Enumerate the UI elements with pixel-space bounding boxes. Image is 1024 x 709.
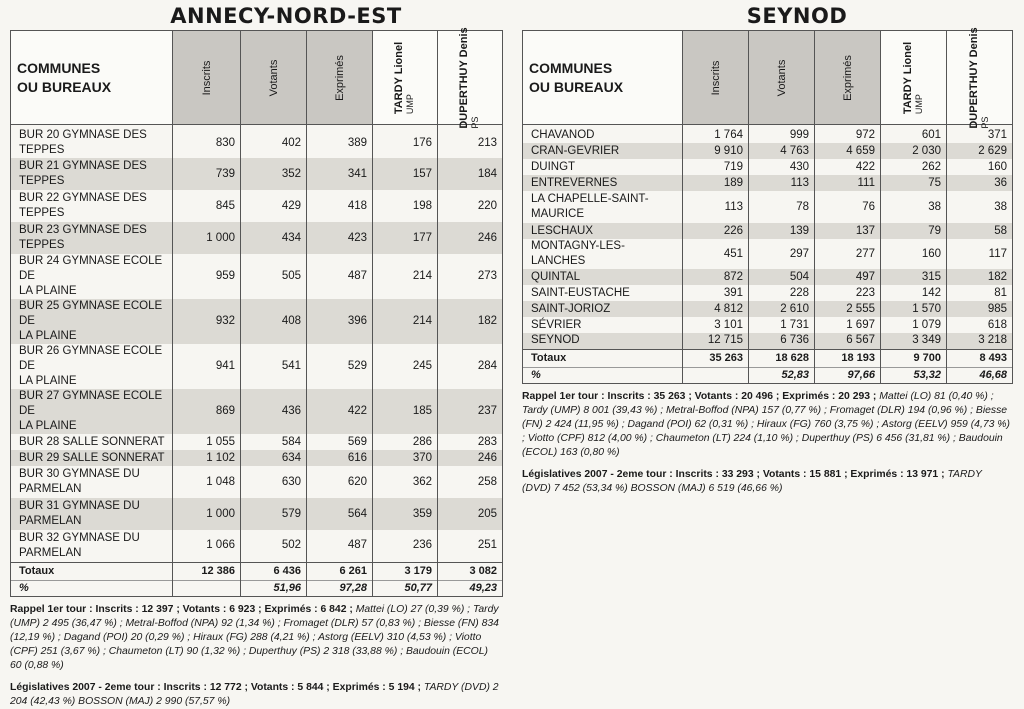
totals-label: Totaux xyxy=(11,562,173,580)
commune-name-line1: CHAVANOD xyxy=(531,129,595,141)
candidate1-cell: 601 xyxy=(881,125,947,144)
candidate1-cell: 185 xyxy=(373,389,438,434)
votants-cell: 1 731 xyxy=(749,317,815,333)
table-row xyxy=(523,239,1013,269)
candidate2-cell: 49,23 xyxy=(438,580,503,596)
commune-name-line1: BUR 20 GYMNASE DES xyxy=(19,129,147,141)
candidate2-cell: 3 082 xyxy=(438,562,503,580)
commune-name-cell xyxy=(11,190,173,222)
inscrits-cell xyxy=(173,580,241,596)
inscrits-header: Inscrits xyxy=(683,31,749,125)
inscrits-cell: 113 xyxy=(683,191,749,223)
candidate2-cell: 46,68 xyxy=(947,367,1013,383)
commune-name-cell xyxy=(523,285,683,301)
exprimes-cell: 616 xyxy=(307,450,373,466)
candidate2-cell: 246 xyxy=(438,222,503,254)
inscrits-cell: 9 910 xyxy=(683,143,749,159)
table-header xyxy=(523,31,1013,125)
table-row xyxy=(523,159,1013,175)
votants-cell: 504 xyxy=(749,269,815,285)
commune-name-line2: MAURICE xyxy=(531,208,585,220)
commune-name-cell xyxy=(11,466,173,498)
results-table xyxy=(522,26,1013,384)
votants-cell: 297 xyxy=(749,239,815,269)
candidate2-cell: 246 xyxy=(438,450,503,466)
exprimes-cell: 423 xyxy=(307,222,373,254)
table-row xyxy=(523,285,1013,301)
table-row xyxy=(523,269,1013,285)
candidate2-cell: 213 xyxy=(438,125,503,159)
candidate1-cell: 286 xyxy=(373,434,438,450)
candidate1-cell: 236 xyxy=(373,530,438,562)
inscrits-cell: 1 066 xyxy=(173,530,241,562)
inscrits-cell: 959 xyxy=(173,254,241,299)
table-row xyxy=(11,299,503,344)
candidate1-header: TARDY Lionel UMP xyxy=(881,31,947,125)
votants-header: Votants xyxy=(749,31,815,125)
commune-name-cell xyxy=(11,254,173,299)
candidate1-cell: 214 xyxy=(373,254,438,299)
commune-name-cell xyxy=(523,333,683,349)
commune-name-line1: BUR 27 GYMNASE ECOLE DE xyxy=(19,390,163,417)
commune-name-line1: BUR 31 GYMNASE DU xyxy=(19,500,140,512)
percent-row xyxy=(523,367,1013,383)
exprimes-cell: 422 xyxy=(307,389,373,434)
commune-name-cell xyxy=(11,299,173,344)
commune-name-cell xyxy=(523,301,683,317)
candidate1-cell: 75 xyxy=(881,175,947,191)
candidate1-cell: 2 030 xyxy=(881,143,947,159)
candidate1-cell: 38 xyxy=(881,191,947,223)
commune-name-cell xyxy=(523,143,683,159)
inscrits-header: Inscrits xyxy=(173,31,241,125)
exprimes-header: Exprimés xyxy=(307,31,373,125)
candidate2-cell: 258 xyxy=(438,466,503,498)
commune-name-cell xyxy=(11,530,173,562)
commune-name-line2: TEPPES xyxy=(19,239,65,251)
inscrits-cell: 830 xyxy=(173,125,241,159)
commune-name-line1: BUR 23 GYMNASE DES xyxy=(19,224,147,236)
candidate1-cell: 160 xyxy=(881,239,947,269)
commune-name-line2: LA PLAINE xyxy=(19,285,77,297)
candidate2-header: DUPERTHUY Denis PS xyxy=(438,31,503,125)
annecy-nord-est-section xyxy=(10,0,502,709)
commune-name-line1: BUR 30 GYMNASE DU xyxy=(19,468,140,480)
commune-name-line1: LESCHAUX xyxy=(531,224,593,237)
commune-name-cell xyxy=(523,223,683,239)
inscrits-cell: 451 xyxy=(683,239,749,269)
inscrits-cell: 391 xyxy=(683,285,749,301)
votants-cell: 6 436 xyxy=(241,562,307,580)
commune-name-cell xyxy=(523,175,683,191)
votants-cell: 402 xyxy=(241,125,307,159)
votants-cell: 113 xyxy=(749,175,815,191)
commune-name-line1: SEYNOD xyxy=(531,334,580,347)
exprimes-cell: 4 659 xyxy=(815,143,881,159)
inscrits-cell: 226 xyxy=(683,223,749,239)
votants-cell: 502 xyxy=(241,530,307,562)
candidate1-cell: 370 xyxy=(373,450,438,466)
commune-name-line1: QUINTAL xyxy=(531,270,580,283)
table-row xyxy=(11,158,503,190)
candidate1-cell: 315 xyxy=(881,269,947,285)
candidate2-cell: 184 xyxy=(438,158,503,190)
exprimes-cell: 487 xyxy=(307,530,373,562)
communes-header: COMMUNES OU BUREAUX xyxy=(11,31,173,125)
inscrits-cell: 1 764 xyxy=(683,125,749,144)
candidate2-cell: 371 xyxy=(947,125,1013,144)
commune-name-line1: SAINT-JORIOZ xyxy=(531,302,611,315)
inscrits-cell: 12 715 xyxy=(683,333,749,349)
commune-name-line2: PARMELAN xyxy=(19,483,82,495)
communes-header: COMMUNES OU BUREAUX xyxy=(523,31,683,125)
exprimes-cell: 6 261 xyxy=(307,562,373,580)
commune-name-line1: DUINGT xyxy=(531,160,576,173)
votants-cell: 541 xyxy=(241,344,307,389)
exprimes-cell: 97,66 xyxy=(815,367,881,383)
exprimes-cell: 972 xyxy=(815,125,881,144)
votants-cell: 2 610 xyxy=(749,301,815,317)
table-row xyxy=(11,450,503,466)
candidate2-cell: 38 xyxy=(947,191,1013,223)
table-row xyxy=(523,175,1013,191)
inscrits-cell: 1 102 xyxy=(173,450,241,466)
commune-name-cell xyxy=(523,269,683,285)
legislatives-2007-note: Législatives 2007 - 2eme tour : Inscrits : 33 293 ; Votants : 15 881 ; Exprimés : 13 971 ; TARDY (DVD) 7 452 (53,34 %) BOSSON (MAJ) 6 519 (46,66 %) xyxy=(522,468,982,494)
votants-cell: 4 763 xyxy=(749,143,815,159)
table-row xyxy=(523,125,1013,144)
candidate2-cell: 182 xyxy=(947,269,1013,285)
inscrits-cell: 12 386 xyxy=(173,562,241,580)
inscrits-cell: 189 xyxy=(683,175,749,191)
exprimes-cell: 569 xyxy=(307,434,373,450)
commune-name-line1: BUR 21 GYMNASE DES xyxy=(19,160,147,172)
candidate2-cell: 160 xyxy=(947,159,1013,175)
commune-name-line1: BUR 32 GYMNASE DU xyxy=(19,531,140,544)
inscrits-cell: 845 xyxy=(173,190,241,222)
votants-cell: 430 xyxy=(749,159,815,175)
candidate2-header: DUPERTHUY Denis PS xyxy=(947,31,1013,125)
first-round-note: Rappel 1er tour : Inscrits : 35 263 ; Votants : 20 496 ; Exprimés : 20 293 ; Mattei (LO) 81 (0,40 %) ; Tardy (UMP) 8 001 (39,43 %) ; Metral-Boffod (NPA) 157 (0,77 %) ; Fromaget (DLR) 194 (0,96 %) ; Biesse (FN) 2 424 (11,95 %) ; Dagand (POI) 62 (0,31 %) ; Hiraux (FG) 760 (3,75 %) ; Astorg (EELV) 959 (4,73 %) ; Viotto (CPF) 812 (4,00 %) ; Chaumeton (LT) 224 (1,10 %) ; Duperthuy (PS) 6 456 (31,81 %) ; Baudouin (ECOL) 163 (0,80 %) xyxy=(522,390,1010,458)
section-title: ANNECY-NORD-EST xyxy=(170,4,402,28)
table-row xyxy=(523,333,1013,349)
table-row xyxy=(11,434,503,450)
candidate2-cell: 284 xyxy=(438,344,503,389)
table-row xyxy=(11,466,503,498)
candidate1-header: TARDY Lionel UMP xyxy=(373,31,438,125)
inscrits-cell: 1 000 xyxy=(173,222,241,254)
commune-name-line2: TEPPES xyxy=(19,175,65,187)
votants-cell: 352 xyxy=(241,158,307,190)
exprimes-cell: 111 xyxy=(815,175,881,191)
exprimes-cell: 341 xyxy=(307,158,373,190)
commune-name-cell xyxy=(523,239,683,269)
candidate1-cell: 3 349 xyxy=(881,333,947,349)
candidate2-cell: 182 xyxy=(438,299,503,344)
seynod-section xyxy=(522,0,1012,496)
commune-name-line1: BUR 24 GYMNASE ECOLE DE xyxy=(19,255,163,282)
candidate2-cell: 58 xyxy=(947,223,1013,239)
commune-name-line1: BUR 22 GYMNASE DES xyxy=(19,192,147,204)
table-body xyxy=(11,125,503,597)
votants-cell: 436 xyxy=(241,389,307,434)
commune-name-cell xyxy=(523,317,683,333)
exprimes-cell: 1 697 xyxy=(815,317,881,333)
candidate1-cell: 157 xyxy=(373,158,438,190)
candidate1-cell: 359 xyxy=(373,498,438,530)
commune-name-line1: ENTREVERNES xyxy=(531,176,618,189)
votants-cell: 408 xyxy=(241,299,307,344)
candidate1-cell: 142 xyxy=(881,285,947,301)
candidate2-cell: 273 xyxy=(438,254,503,299)
table-row xyxy=(523,301,1013,317)
commune-name-line2: TEPPES xyxy=(19,144,65,156)
commune-name-cell xyxy=(11,125,173,159)
inscrits-cell xyxy=(683,367,749,383)
inscrits-cell: 1 048 xyxy=(173,466,241,498)
votants-cell: 78 xyxy=(749,191,815,223)
table-row xyxy=(11,498,503,530)
votants-cell: 634 xyxy=(241,450,307,466)
commune-name-cell xyxy=(11,434,173,450)
votants-cell: 18 628 xyxy=(749,349,815,367)
candidate2-cell: 205 xyxy=(438,498,503,530)
exprimes-header: Exprimés xyxy=(815,31,881,125)
commune-name-line1: MONTAGNY-LES-LANCHES xyxy=(531,240,625,267)
votants-cell: 51,96 xyxy=(241,580,307,596)
votants-cell: 6 736 xyxy=(749,333,815,349)
exprimes-cell: 620 xyxy=(307,466,373,498)
commune-name-line1: SÉVRIER xyxy=(531,318,582,331)
commune-name-cell xyxy=(523,125,683,144)
table-row xyxy=(11,125,503,159)
votants-cell: 505 xyxy=(241,254,307,299)
commune-name-line2: PARMELAN xyxy=(19,515,82,527)
totals-row xyxy=(523,349,1013,367)
inscrits-cell: 35 263 xyxy=(683,349,749,367)
commune-name-cell xyxy=(11,222,173,254)
candidate1-cell: 9 700 xyxy=(881,349,947,367)
candidate1-cell: 3 179 xyxy=(373,562,438,580)
exprimes-cell: 76 xyxy=(815,191,881,223)
exprimes-cell: 2 555 xyxy=(815,301,881,317)
commune-name-line1: CRAN-GEVRIER xyxy=(531,144,620,157)
candidate2-cell: 36 xyxy=(947,175,1013,191)
inscrits-cell: 739 xyxy=(173,158,241,190)
commune-name-line1: BUR 26 GYMNASE ECOLE DE xyxy=(19,345,163,372)
votants-cell: 434 xyxy=(241,222,307,254)
candidate2-cell: 81 xyxy=(947,285,1013,301)
exprimes-cell: 6 567 xyxy=(815,333,881,349)
candidate1-cell: 176 xyxy=(373,125,438,159)
exprimes-cell: 497 xyxy=(815,269,881,285)
commune-name-cell xyxy=(11,450,173,466)
votants-header: Votants xyxy=(241,31,307,125)
candidate1-cell: 362 xyxy=(373,466,438,498)
votants-cell: 52,83 xyxy=(749,367,815,383)
candidate1-cell: 198 xyxy=(373,190,438,222)
commune-name-cell xyxy=(11,344,173,389)
exprimes-cell: 564 xyxy=(307,498,373,530)
exprimes-cell: 18 193 xyxy=(815,349,881,367)
candidate1-cell: 53,32 xyxy=(881,367,947,383)
candidate1-cell: 1 079 xyxy=(881,317,947,333)
candidate2-cell: 283 xyxy=(438,434,503,450)
inscrits-cell: 3 101 xyxy=(683,317,749,333)
votants-cell: 429 xyxy=(241,190,307,222)
exprimes-cell: 418 xyxy=(307,190,373,222)
exprimes-cell: 422 xyxy=(815,159,881,175)
inscrits-cell: 941 xyxy=(173,344,241,389)
table-row xyxy=(11,190,503,222)
commune-name-cell xyxy=(523,159,683,175)
candidate1-cell: 79 xyxy=(881,223,947,239)
commune-name-line1: SAINT-EUSTACHE xyxy=(531,286,630,299)
commune-name-cell xyxy=(523,191,683,223)
candidate2-cell: 8 493 xyxy=(947,349,1013,367)
votants-cell: 630 xyxy=(241,466,307,498)
candidate2-cell: 618 xyxy=(947,317,1013,333)
commune-name-line2: PARMELAN xyxy=(19,546,82,559)
percent-label: % xyxy=(11,580,173,596)
table-body xyxy=(523,125,1013,384)
inscrits-cell: 932 xyxy=(173,299,241,344)
candidate1-cell: 177 xyxy=(373,222,438,254)
table-row xyxy=(523,317,1013,333)
totals-label: Totaux xyxy=(523,349,683,367)
exprimes-cell: 277 xyxy=(815,239,881,269)
legislatives-2007-note: Législatives 2007 - 2eme tour : Inscrits : 12 772 ; Votants : 5 844 ; Exprimés : 5 194 ; TARDY (DVD) 2 204 (42,43 %) BOSSON (MAJ) 2 990 (57,57 %) xyxy=(10,681,499,707)
votants-cell: 228 xyxy=(749,285,815,301)
candidate2-cell: 117 xyxy=(947,239,1013,269)
inscrits-cell: 869 xyxy=(173,389,241,434)
commune-name-line2: LA PLAINE xyxy=(19,330,77,342)
commune-name-cell xyxy=(11,389,173,434)
exprimes-cell: 389 xyxy=(307,125,373,159)
table-row xyxy=(11,254,503,299)
candidate1-cell: 214 xyxy=(373,299,438,344)
commune-name-cell xyxy=(11,498,173,530)
commune-name-line1: BUR 29 SALLE SONNERAT xyxy=(19,451,165,464)
votants-cell: 584 xyxy=(241,434,307,450)
exprimes-cell: 529 xyxy=(307,344,373,389)
totals-row xyxy=(11,562,503,580)
inscrits-cell: 719 xyxy=(683,159,749,175)
candidate2-cell: 237 xyxy=(438,389,503,434)
candidate2-cell: 220 xyxy=(438,190,503,222)
exprimes-cell: 223 xyxy=(815,285,881,301)
candidate1-cell: 50,77 xyxy=(373,580,438,596)
exprimes-cell: 487 xyxy=(307,254,373,299)
table-row xyxy=(11,389,503,434)
table-row xyxy=(11,344,503,389)
commune-name-line2: TEPPES xyxy=(19,207,65,219)
candidate2-cell: 3 218 xyxy=(947,333,1013,349)
table-row xyxy=(523,143,1013,159)
candidate2-cell: 985 xyxy=(947,301,1013,317)
candidate1-cell: 262 xyxy=(881,159,947,175)
candidate2-cell: 251 xyxy=(438,530,503,562)
section-title: SEYNOD xyxy=(746,4,848,28)
candidate1-cell: 1 570 xyxy=(881,301,947,317)
table-row xyxy=(11,530,503,562)
candidate2-cell: 2 629 xyxy=(947,143,1013,159)
commune-name-line1: BUR 28 SALLE SONNERAT xyxy=(19,435,165,448)
exprimes-cell: 396 xyxy=(307,299,373,344)
commune-name-line1: BUR 25 GYMNASE ECOLE DE xyxy=(19,300,163,327)
exprimes-cell: 97,28 xyxy=(307,580,373,596)
first-round-note: Rappel 1er tour : Inscrits : 12 397 ; Votants : 6 923 ; Exprimés : 6 842 ; Mattei (LO) 27 (0,39 %) ; Tardy (UMP) 2 495 (36,47 %) ; Metral-Boffod (NPA) 92 (1,34 %) ; Fromaget (DLR) 57 (0,83 %) ; Biesse (FN) 834 (12,19 %) ; Dagand (POI) 20 (0,29 %) ; Hiraux (FG) 288 (4,21 %) ; Astorg (EELV) 310 (4,53 %) ; Viotto (CPF) 251 (3,67 %) ; Chaumeton (LT) 90 (1,32 %) ; Duperthuy (PS) 2 318 (33,88 %) ; Baudouin (ECOL) 60 (0,88 %) xyxy=(10,603,499,671)
candidate1-cell: 245 xyxy=(373,344,438,389)
inscrits-cell: 1 000 xyxy=(173,498,241,530)
table-row xyxy=(11,222,503,254)
votants-cell: 999 xyxy=(749,125,815,144)
percent-label: % xyxy=(523,367,683,383)
table-header xyxy=(11,31,503,125)
votants-cell: 579 xyxy=(241,498,307,530)
commune-name-cell xyxy=(11,158,173,190)
commune-name-line1: LA CHAPELLE-SAINT- xyxy=(531,193,649,205)
exprimes-cell: 137 xyxy=(815,223,881,239)
inscrits-cell: 1 055 xyxy=(173,434,241,450)
results-table xyxy=(10,26,503,597)
table-row xyxy=(523,191,1013,223)
votants-cell: 139 xyxy=(749,223,815,239)
table-row xyxy=(523,223,1013,239)
commune-name-line2: LA PLAINE xyxy=(19,375,77,387)
inscrits-cell: 872 xyxy=(683,269,749,285)
inscrits-cell: 4 812 xyxy=(683,301,749,317)
commune-name-line2: LA PLAINE xyxy=(19,420,77,432)
percent-row xyxy=(11,580,503,596)
